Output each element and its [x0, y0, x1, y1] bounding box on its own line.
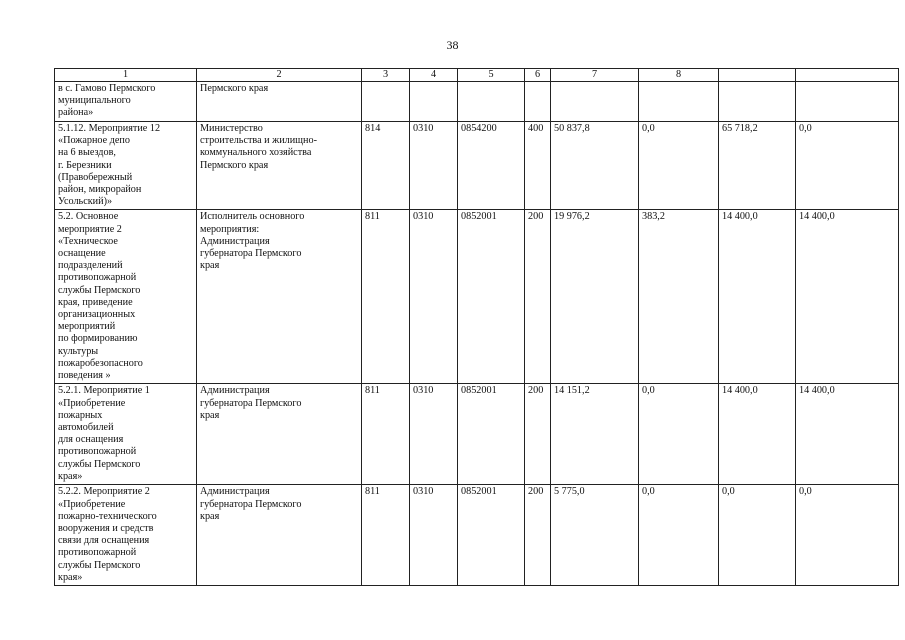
amount-cell: 383,2 — [639, 210, 719, 384]
amount-cell — [551, 82, 639, 122]
table-row — [55, 122, 899, 210]
column-header: 6 — [525, 69, 551, 82]
amount-cell: 14 400,0 — [796, 210, 899, 384]
amount-cell: 50 837,8 — [551, 122, 639, 210]
grbs-code-cell: 814 — [362, 122, 410, 210]
table-row — [55, 82, 899, 122]
amount-cell: 14 400,0 — [719, 210, 796, 384]
amount-cell: 14 400,0 — [796, 384, 899, 485]
activity-name-cell: 5.2.1. Мероприятие 1 «Приобретение пожарных автомобилей для оснащения противопожарной службы Пермского края» — [55, 384, 197, 485]
table-header-row — [55, 69, 899, 82]
column-header — [796, 69, 899, 82]
column-header: 2 — [197, 69, 362, 82]
amount-cell: 0,0 — [639, 485, 719, 586]
amount-cell — [639, 82, 719, 122]
table-row — [55, 485, 899, 586]
amount-cell: 0,0 — [639, 122, 719, 210]
page-number: 38 — [446, 38, 459, 52]
amount-cell — [796, 82, 899, 122]
column-header: 4 — [410, 69, 458, 82]
column-header: 1 — [55, 69, 197, 82]
section-code-cell — [410, 82, 458, 122]
expense-type-cell: 400 — [525, 122, 551, 210]
table-row — [55, 210, 899, 384]
activity-name-cell: в с. Гамово Пермского муниципального района» — [55, 82, 197, 122]
amount-cell: 0,0 — [639, 384, 719, 485]
target-article-cell — [458, 82, 525, 122]
amount-cell: 0,0 — [796, 122, 899, 210]
expense-type-cell: 200 — [525, 485, 551, 586]
target-article-cell: 0852001 — [458, 384, 525, 485]
target-article-cell: 0852001 — [458, 210, 525, 384]
grbs-code-cell: 811 — [362, 384, 410, 485]
expense-type-cell — [525, 82, 551, 122]
amount-cell: 65 718,2 — [719, 122, 796, 210]
amount-cell: 5 775,0 — [551, 485, 639, 586]
grbs-code-cell: 811 — [362, 210, 410, 384]
column-header: 3 — [362, 69, 410, 82]
executor-cell: Министерство строительства и жилищно- коммунального хозяйства Пермского края — [197, 122, 362, 210]
grbs-code-cell — [362, 82, 410, 122]
column-header: 7 — [551, 69, 639, 82]
amount-cell — [719, 82, 796, 122]
column-header: 5 — [458, 69, 525, 82]
section-code-cell: 0310 — [410, 485, 458, 586]
section-code-cell: 0310 — [410, 384, 458, 485]
section-code-cell: 0310 — [410, 122, 458, 210]
amount-cell: 14 400,0 — [719, 384, 796, 485]
executor-cell: Администрация губернатора Пермского края — [197, 384, 362, 485]
expense-type-cell: 200 — [525, 384, 551, 485]
activity-name-cell: 5.1.12. Мероприятие 12 «Пожарное депо на 6 выездов, г. Березники (Правобережный район, микрорайон Усольский)» — [55, 122, 197, 210]
executor-cell: Администрация губернатора Пермского края — [197, 485, 362, 586]
column-header — [719, 69, 796, 82]
budget-table — [54, 68, 899, 586]
activity-name-cell: 5.2. Основное мероприятие 2 «Техническое оснащение подразделений противопожарной службы Пермского края, приведение организационных мероприятий по формированию культуры пожаробезопасного поведения » — [55, 210, 197, 384]
target-article-cell: 0852001 — [458, 485, 525, 586]
amount-cell: 0,0 — [719, 485, 796, 586]
section-code-cell: 0310 — [410, 210, 458, 384]
target-article-cell: 0854200 — [458, 122, 525, 210]
grbs-code-cell: 811 — [362, 485, 410, 586]
amount-cell: 19 976,2 — [551, 210, 639, 384]
table-row — [55, 384, 899, 485]
amount-cell: 14 151,2 — [551, 384, 639, 485]
column-header: 8 — [639, 69, 719, 82]
activity-name-cell: 5.2.2. Мероприятие 2 «Приобретение пожарно-технического вооружения и средств связи для оснащения противопожарной службы Пермского края» — [55, 485, 197, 586]
amount-cell: 0,0 — [796, 485, 899, 586]
executor-cell: Исполнитель основного мероприятия: Администрация губернатора Пермского края — [197, 210, 362, 384]
expense-type-cell: 200 — [525, 210, 551, 384]
executor-cell: Пермского края — [197, 82, 362, 122]
